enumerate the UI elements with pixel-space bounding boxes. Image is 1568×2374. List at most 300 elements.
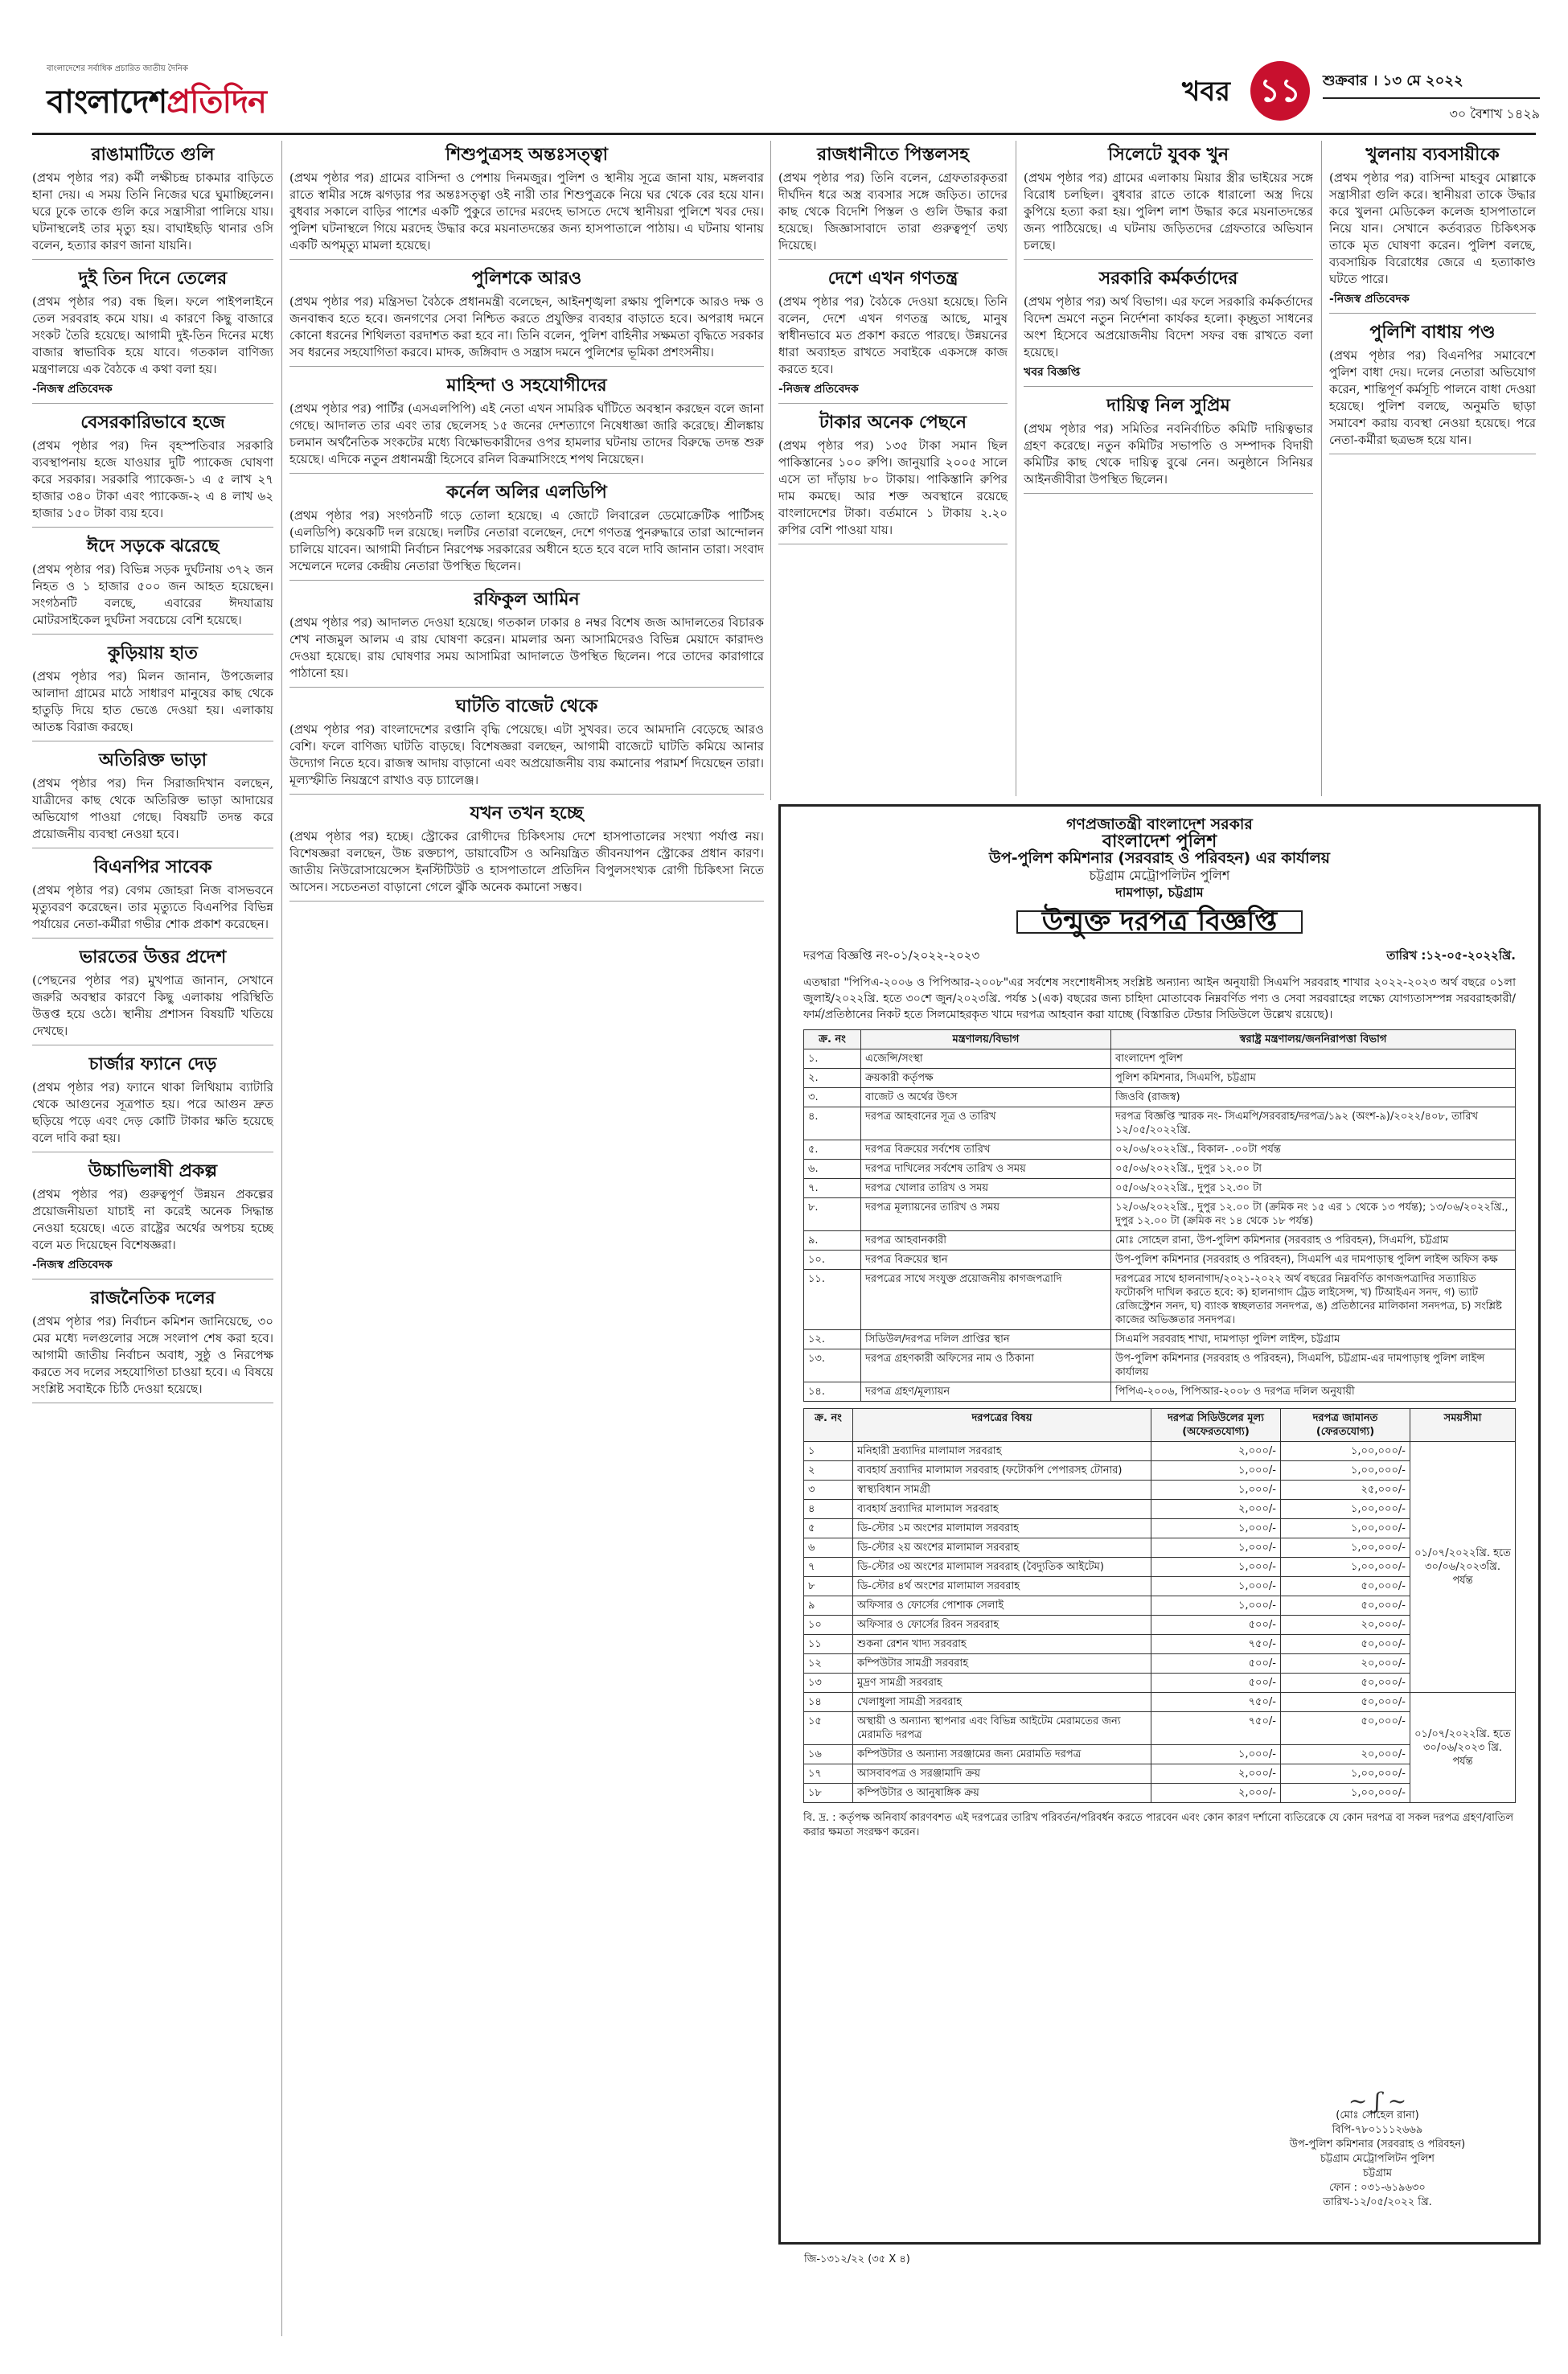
news-story [1024,268,1313,387]
column-4 [1024,141,1313,796]
table-row [804,1382,1516,1402]
news-story [1024,144,1313,260]
table-cell: ২. [804,1069,861,1088]
story-divider [289,366,764,367]
table-row [804,1596,1516,1616]
story-divider [289,794,764,795]
table-cell: ৫০,০০০/- [1281,1635,1410,1654]
tender-info-table [803,1029,1516,1402]
table-cell: ৭৫০/- [1151,1693,1281,1712]
tender-header [781,807,1538,938]
table-cell: ১০. [804,1251,861,1270]
table-cell: ১. [804,1049,861,1069]
news-story [32,643,273,741]
table-cell: ৭৫০/- [1151,1635,1281,1654]
table-cell: ৫০০/- [1151,1674,1281,1693]
table-cell: ৬ [804,1538,853,1558]
table-cell: ডি-স্টোর ১ম অংশের মালামাল সরবরাহ [853,1519,1151,1538]
table-cell: ১৬ [804,1745,853,1764]
story-text: (প্রথম পৃষ্ঠার পর) বৈঠকে দেওয়া হয়েছে। তিনি বলেন, দেশে এখন গণতন্ত্র আছে, মানুষ স্বাধীনভাবে মত প্রকাশ করতে পারছে। উন্নয়নের ধারা অব্যাহত রাখতে সবাইকে একসঙ্গে কাজ করতে হবে। [778,294,1008,376]
table-cell: ১,০০০/- [1151,1461,1281,1481]
table-cell: ১,০০০/- [1151,1596,1281,1616]
story-text: (প্রথম পৃষ্ঠার পর) সমিতির নবনির্বাচিত কমিটি দায়িত্বভার গ্রহণ করেছে। নতুন কমিটির সভাপতি ও সম্পাদক বিদায়ী কমিটির কাছ থেকে দায়িত্ব বুঝে নেন। অনুষ্ঠানে সিনিয়র আইনজীবীরা উপস্থিত ছিলেন। [1024,421,1313,487]
table-cell: ১,০০,০০০/- [1281,1784,1410,1803]
story-headline: টাকার অনেক পেছনে [819,413,967,433]
table-cell: ব্যবহার্য দ্রব্যাদির মালামাল সরবরাহ (ফটোকপি পেপারসহ টোনার) [853,1461,1151,1481]
table-row [804,1654,1516,1674]
story-text: (প্রথম পৃষ্ঠার পর) বাংলাদেশের রপ্তানি বৃদ্ধি পেয়েছে। এটা সুখবর। তবে আমদানি বেড়েছে আরও বেশি। ফলে বাণিজ্য ঘাটতি বাড়ছে। বিশেষজ্ঞরা বলছেন, আগামী বাজেটে ঘাটতি কমিয়ে আনার উদ্যোগ নিতে হবে। রাজস্ব আদায় বাড়ানো এবং অপ্রয়োজনীয় ব্যয় কমানোর পরামর্শ দিয়েছেন তারা। মূল্যস্ফীতি নিয়ন্ত্রণে রাখাও বড় চ্যালেঞ্জ। [289,722,764,787]
story-headline: শিশুপুত্রসহ অন্তঃসত্ত্বা [445,145,609,165]
table-row [804,1674,1516,1693]
tender-title: উন্মুক্ত দরপত্র বিজ্ঞপ্তি [1016,910,1303,934]
table-cell: স্বাস্থ্যবিধান সামগ্রী [853,1481,1151,1500]
news-story [289,268,764,367]
signatory-id: বিপি-৭৮০১১১২৬৬৯ [1332,2124,1423,2136]
story-divider [289,687,764,688]
news-story [32,1160,273,1279]
table-cell: ৫০০/- [1151,1616,1281,1635]
table-row [804,1764,1516,1784]
story-body [289,400,764,468]
story-headline: রফিকুল আমিন [474,589,580,610]
story-body [32,882,273,933]
table-cell: ১,০০০/- [1151,1538,1281,1558]
news-story [32,947,273,1045]
table-cell: দরপত্র বিক্রয়ের সর্বশেষ তারিখ [861,1140,1111,1160]
story-divider [32,527,273,528]
column-divider [770,141,771,800]
table-row [804,1160,1516,1179]
table-cell: ৫০,০০০/- [1281,1712,1410,1745]
story-divider [289,580,764,581]
table-cell: ৫০,০০০/- [1281,1674,1410,1693]
table-cell: ১,০০,০০০/- [1281,1558,1410,1577]
table-cell: ১২ [804,1654,853,1674]
table-header: মন্ত্রণালয়/বিভাগ [861,1030,1111,1049]
story-divider [778,259,1008,260]
story-text: (প্রথম পৃষ্ঠার পর) বাসিন্দা মাহবুব মোল্লাকে সন্ত্রাসীরা গুলি করে। স্থানীয়রা তাকে উদ্ধার করে খুলনা মেডিকেল কলেজ হাসপাতালে নিয়ে যান। সেখানে কর্তব্যরত চিকিৎসক তাকে মৃত ঘোষণা করেন। পুলিশ বলছে, ব্যবসায়িক বিরোধের জেরে এ হত্যাকাণ্ড ঘটতে পারে। [1329,170,1536,286]
issue-date: শুক্রবার । ১৩ মে ২০২২ [1323,69,1540,99]
story-text: (প্রথম পৃষ্ঠার পর) কর্মী লক্ষীচন্দ্র চাকমার বাড়িতে হানা দেয়। এ সময় তিনি নিজের ঘরে ঘুমাচ্ছিলেন। ঘরে ঢুকে তাকে গুলি করে সন্ত্রাসীরা পালিয়ে যায়। ঘটনাস্থলেই তার মৃত্যু হয়। বাঘাইছড়ি থানার ওসি বলেন, হত্যার কারণ জানা যায়নি। [32,170,273,253]
table-cell: ১,০০,০০০/- [1281,1538,1410,1558]
news-story [778,412,1008,544]
table-row [804,1538,1516,1558]
table-header-row [804,1409,1516,1442]
story-body [289,721,764,789]
masthead [32,56,1540,133]
table-cell: ১,০০,০০০/- [1281,1461,1410,1481]
table-cell: ৪ [804,1500,853,1519]
table-cell: অফিসার ও ফোর্সের পোশাক সেলাই [853,1596,1151,1616]
table-cell: জিওবি (রাজস্ব) [1111,1088,1516,1107]
table-row [804,1349,1516,1382]
table-cell: দরপত্র বিক্রয়ের স্থান [861,1251,1111,1270]
story-headline: চার্জার ফ্যানে দেড় [88,1054,217,1074]
table-cell: মনিহারী দ্রব্যাদির মালামাল সরবরাহ [853,1442,1151,1461]
table-cell: দরপত্রের সাথে হালনাগাদ/২০২১-২০২২ অর্থ বছরের নিম্নবর্ণিত কাগজপত্রাদির সত্যায়িত ফটোকপি দাখিল করতে হবে: ক) হালনাগাদ ট্রেড লাইসেন্স, খ) টিআইএন সনদ, গ) ভ্যাট রেজিস্ট্রেশন সনদ, ঘ) ব্যাংক স্বচ্ছলতার সনদপত্র, ঙ) প্রতিষ্ঠানের মালিকানা সনদপত্র, চ) সংশ্লিষ্ট কাজের অভিজ্ঞতার সনদপত্র। [1111,1270,1516,1330]
table-cell: ৫০০/- [1151,1654,1281,1674]
story-text: (প্রথম পৃষ্ঠার পর) আদালত দেওয়া হয়েছে। গতকাল ঢাকার ৪ নম্বর বিশেষ জজ আদালতের বিচারক শেখ নাজমুল আলম এ রায় ঘোষণা করেন। মামলার অন্য আসামিদেরও বিভিন্ন মেয়াদে কারাদণ্ড দেওয়া হয়েছে। রায় ঘোষণার সময় আসামিরা আদালতে উপস্থিত ছিলেন। পরে তাদের কারাগারে পাঠানো হয়। [289,615,764,680]
story-text: (প্রথম পৃষ্ঠার পর) সংগঠনটি গড়ে তোলা হয়েছে। এ জোটে লিবারেল ডেমোক্রেটিক পার্টিসহ (এলডিপি) কয়েকটি দল রয়েছে। দলটির নেতারা বলেছেন, দেশে গণতন্ত্র পুনরুদ্ধারে তারা আন্দোলন চালিয়ে যাবেন। আগামী নির্বাচন নিরপেক্ষ সরকারের অধীনে হতে হবে বলে দাবি জানান তারা। সংবাদ সম্মেলনে দলের কেন্দ্রীয় নেতারা উপস্থিত ছিলেন। [289,508,764,573]
story-body [778,437,1008,539]
table-cell: দরপত্র দাখিলের সর্বশেষ তারিখ ও সময় [861,1160,1111,1179]
story-headline: কুড়িয়ায় হাত [108,643,198,663]
table-cell: ১৩ [804,1674,853,1693]
story-credit: -নিজস্ব প্রতিবেদক [778,383,859,396]
table-cell: দরপত্র গ্রহণকারী অফিসের নাম ও ঠিকানা [861,1349,1111,1382]
story-body [289,614,764,682]
table-cell: ৮. [804,1198,861,1231]
table-cell: ব্যবহার্য দ্রব্যাদির মালামাল সরবরাহ [853,1500,1151,1519]
story-divider [289,901,764,902]
table-cell: ১১ [804,1635,853,1654]
table-cell: ১৮ [804,1784,853,1803]
tender-location: দামপাড়া, চট্টগ্রাম [1115,885,1204,900]
signatory-name: (মোঃ সোহেল রানা) [1336,2109,1419,2121]
tender-dept: বাংলাদেশ পুলিশ [1102,832,1217,852]
table-cell: ১৪ [804,1693,853,1712]
story-body [1024,170,1313,254]
story-headline: সরকারি কর্মকর্তাদের [1098,269,1238,289]
table-cell: দরপত্রের সাথে সংযুক্ত প্রয়োজনীয় কাগজপত্রাদি [861,1270,1111,1330]
table-row [804,1049,1516,1069]
table-row [804,1270,1516,1330]
table-cell: ০২/০৬/২০২২খ্রি., বিকাল- .০০টা পর্যন্ত [1111,1140,1516,1160]
table-cell: দরপত্র খোলার তারিখ ও সময় [861,1179,1111,1198]
story-divider [1024,259,1313,260]
table-header-row [804,1030,1516,1049]
story-body [32,1079,273,1147]
table-cell: ১,০০,০০০/- [1281,1519,1410,1538]
table-cell: ৫০,০০০/- [1281,1577,1410,1596]
tender-unit: চট্টগ্রাম মেট্রোপলিটন পুলিশ [1089,868,1230,883]
story-divider [289,473,764,474]
story-body [289,507,764,575]
story-text: (পেছনের পৃষ্ঠার পর) মুখপাত্র জানান, সেখানে জরুরি অবস্থার কারণে কিছু এলাকায় পরিস্থিতি উত্তপ্ত হয়ে ওঠে। স্থানীয় প্রশাসন বিষয়টি খতিয়ে দেখছে। [32,973,273,1038]
news-story [289,144,764,260]
page-number-badge: ১১ [1250,61,1310,121]
story-text: (প্রথম পৃষ্ঠার পর) পার্টির (এসএলপিপি) এই নেতা এখন সামরিক ঘাঁটিতে অবস্থান করছেন বলে জানা গেছে। আদালত তার এবং তার ছেলেসহ ১৫ জনের দেশত্যাগে নিষেধাজ্ঞা জারি করেছে। শ্রীলঙ্কায় চলমান অর্থনৈতিক সংকটের মধ্যে বিক্ষোভকারীদের ওপর হামলার ঘটনায় তাদের বিরুদ্ধে তদন্ত শুরু হয়েছে। এদিকে নতুন প্রধানমন্ত্রী হিসেবে রনিল বিক্রমাসিংহে শপথ নিয়েছেন। [289,401,764,466]
column-3 [778,141,1008,796]
news-story [32,750,273,848]
table-row [804,1461,1516,1481]
table-row [804,1577,1516,1596]
table-cell: ২০,০০০/- [1281,1616,1410,1635]
table-cell: ১,০০০/- [1151,1558,1281,1577]
story-headline: উচ্চাভিলাষী প্রকল্প [88,1161,218,1181]
story-text: (প্রথম পৃষ্ঠার পর) গ্রামের এলাকায় মিয়ার স্ত্রীর ভাইয়ের সঙ্গে বিরোধ চলছিল। বুধবার রাতে তাকে ধারালো অস্ত্র দিয়ে কুপিয়ে হত্যা করা হয়। পুলিশ লাশ উদ্ধার করে ময়নাতদন্তের জন্য পাঠিয়েছে। এ ঘটনায় জড়িতদের গ্রেফতারে অভিযান চলছে। [1024,170,1313,253]
table-cell: বাজেট ও অর্থের উৎস [861,1088,1111,1107]
table-cell: আসবাবপত্র ও সরঞ্জামাদি ক্রয় [853,1764,1151,1784]
story-text: (প্রথম পৃষ্ঠার পর) অর্থ বিভাগ। এর ফলে সরকারি কর্মকর্তাদের বিদেশ ভ্রমণে নতুন নির্দেশনা কার্যকর হলো। কৃচ্ছ্রতা সাধনের অংশ হিসেবে অপ্রয়োজনীয় বিদেশ সফর বন্ধ রাখতে বলা হয়েছে। [1024,294,1313,359]
table-cell: ২০,০০০/- [1281,1654,1410,1674]
signature-mark: ~ ʃ ~ [1348,2088,1407,2114]
news-story [289,589,764,688]
tender-note: বি. দ্র. : কর্তৃপক্ষ অনিবার্য কারণবশত এই দরপত্রের তারিখ পরিবর্তন/পরিবর্ধন করতে পারবেন এবং কোন কারণ দর্শানো ব্যতিরেকে যে কোন দরপত্র বা সকল দরপত্র গ্রহণ/বাতিল করার ক্ষমতা সংরক্ষণ করেন। [803,1812,1514,1838]
story-headline: বেসরকারিভাবে হজে [80,413,225,433]
table-cell: ১ [804,1442,853,1461]
table-row [804,1330,1516,1349]
story-text: (প্রথম পৃষ্ঠার পর) বেগম জোহরা নিজ বাসভবনে মৃত্যুবরণ করেছেন। তার মৃত্যুতে বিএনপির বিভিন্ন পর্যায়ের নেতা-কর্মীরা গভীর শোক প্রকাশ করেছেন। [32,883,273,931]
story-divider [32,938,273,939]
tender-notice [778,804,1541,2245]
table-cell: উপ-পুলিশ কমিশনার (সরবরাহ ও পরিবহন), সিএমপি, চট্টগ্রাম-এর দামপাড়াস্থ পুলিশ লাইন্স কার্যালয় [1111,1349,1516,1382]
table-cell: অফিসার ও ফোর্সের রিবন সরবরাহ [853,1616,1151,1635]
table-cell: দরপত্র বিজ্ঞপ্তি স্মারক নং- সিএমপি/সরবরাহ/দরপত্র/১৯২ (অংশ-৯)/২০২২/৪০৮, তারিখ ১২/০৫/২০২২খ্রি. [1111,1107,1516,1140]
table-cell: ১,০০,০০০/- [1281,1764,1410,1784]
table-row [804,1616,1516,1635]
story-body [32,561,273,629]
story-divider [289,259,764,260]
story-body [32,1186,273,1274]
story-text: (প্রথম পৃষ্ঠার পর) মিলন জানান, উপজেলার আলাদা গ্রামের মাঠে সাধারণ মানুষের কাছ থেকে হাতুড়ি দিয়ে হাত ভেঙে দেওয়া হয়। এলাকায় আতঙ্ক বিরাজ করছে। [32,669,273,734]
table-cell: ডি-স্টোর ৩য় অংশের মালামাল সরবরাহ (বৈদ্যুতিক আইটেম) [853,1558,1151,1577]
table-row [804,1481,1516,1500]
signatory-phone: ফোন : ০৩১-৬১৯৬৩০ [1329,2182,1426,2194]
story-headline: অতিরিক্ত ভাড়া [98,750,207,770]
story-headline: বিএনপির সাবেক [93,857,212,877]
table-cell: ১০ [804,1616,853,1635]
table-cell: মুদ্রণ সামগ্রী সরবরাহ [853,1674,1151,1693]
table-cell: ১,০০০/- [1151,1481,1281,1500]
table-row [804,1088,1516,1107]
table-cell: ১২. [804,1330,861,1349]
story-text: (প্রথম পৃষ্ঠার পর) দিন বৃহস্পতিবার সরকারি ব্যবস্থাপনায় হজে যাওয়ার দুটি প্যাকেজ ঘোষণা করে সরকার। সরকারি প্যাকেজ-১ এ ৫ লাখ ২৭ হাজার ৩৪০ টাকা এবং প্যাকেজ-২ এ ৪ লাখ ৬২ হাজার ১৫০ টাকা ব্যয় হবে। [32,438,273,520]
story-divider [32,403,273,404]
story-body [289,828,764,896]
column-2 [289,141,764,2336]
table-cell: খেলাধুলা সামগ্রী সরবরাহ [853,1693,1151,1712]
news-story [32,856,273,939]
column-divider [281,141,282,2336]
table-cell: ১,০০০/- [1151,1519,1281,1538]
table-cell: ২,০০০/- [1151,1442,1281,1461]
story-divider [1024,386,1313,387]
masthead-name-part2: প্রতিদিন [166,84,266,121]
story-text: (প্রথম পৃষ্ঠার পর) গুরুত্বপূর্ণ উন্নয়ন প্রকল্পের প্রয়োজনীয়তা যাচাই না করেই অনেক সিদ্ধান্ত নেওয়া হয়েছে। এতে রাষ্ট্রের অর্থের অপচয় হচ্ছে বলে মত দিয়েছেন বিশেষজ্ঞরা। [32,1187,273,1252]
story-text: (প্রথম পৃষ্ঠার পর) দিন সিরাজদিখান বলছেন, যাত্রীদের কাছ থেকে অতিরিক্ত ভাড়া আদায়ের অভিযোগ পাওয়া গেছে। বিষয়টি তদন্ত করে প্রয়োজনীয় ব্যবস্থা নেওয়া হবে। [32,776,273,841]
table-row [804,1140,1516,1160]
table-row [804,1693,1516,1712]
table-cell: ১১. [804,1270,861,1330]
table-row [804,1069,1516,1088]
table-header: স্বরাষ্ট্র মন্ত্রণালয়/জননিরাপত্তা বিভাগ [1111,1030,1516,1049]
period-cell: ০১/০৭/২০২২খ্রি. হতে ৩০/০৬/২০২৩ খ্রি. পর্যন্ত [1410,1693,1516,1803]
story-body [32,437,273,522]
story-headline: দায়িত্ব নিল সুপ্রিম [1106,396,1230,416]
story-credit: খবর বিজ্ঞপ্তি [1024,366,1081,379]
news-story [778,144,1008,260]
story-divider [32,634,273,635]
table-header: ক্র. নং [804,1409,853,1442]
table-cell: ১৭ [804,1764,853,1784]
table-row [804,1500,1516,1519]
table-cell: পিপিএ-২০০৬, পিপিআর-২০০৮ ও দরপত্র দলিল অনুযায়ী [1111,1382,1516,1402]
table-cell: ৩ [804,1481,853,1500]
story-body [1329,347,1536,449]
table-cell: ১২/০৬/২০২২খ্রি., দুপুর ১২.০০ টা (ক্রমিক নং ১৫ এর ১ থেকে ১৩ পর্যন্ত); ১৩/০৬/২০২২খ্রি., দুপুর ১২.০০ টা (ক্রমিক নং ১৪ থেকে ১৮ পর্যন্ত) [1111,1198,1516,1231]
column-1 [32,141,273,2336]
table-cell: সিডিউল/দরপত্র দলিল প্রাপ্তির স্থান [861,1330,1111,1349]
story-body [1024,294,1313,381]
story-headline: ঘাটতি বাজেট থেকে [455,696,598,717]
story-divider [1024,493,1313,494]
table-cell: বাংলাদেশ পুলিশ [1111,1049,1516,1069]
news-story [1329,322,1536,454]
signatory-unit: চট্টগ্রাম মেট্রোপলিটন পুলিশ [1320,2153,1435,2165]
news-story [289,803,764,902]
table-cell: অস্থায়ী ও অন্যান্য স্থাপনার এবং বিভিন্ন আইটেম মেরামতের জন্য মেরামতি দরপত্র [853,1712,1151,1745]
table-cell: কম্পিউটার সামগ্রী সরবরাহ [853,1654,1151,1674]
table-cell: দরপত্র মূল্যায়নের তারিখ ও সময় [861,1198,1111,1231]
table-row [804,1442,1516,1461]
story-body [32,668,273,736]
table-cell: ৯ [804,1596,853,1616]
table-cell: দরপত্র আহবানকারী [861,1231,1111,1251]
news-story [289,696,764,795]
table-cell: ০৫/০৬/২০২২খ্রি., দুপুর ১২.০০ টা [1111,1160,1516,1179]
story-headline: ভারতের উত্তর প্রদেশ [79,947,227,967]
table-row [804,1635,1516,1654]
table-header: দরপত্র জামানত (ফেরতযোগ্য) [1281,1409,1410,1442]
table-cell: কম্পিউটার ও আনুষাঙ্গিক ক্রয় [853,1784,1151,1803]
table-row [804,1198,1516,1231]
story-body [289,170,764,254]
story-headline: রাজনৈতিক দলের [90,1288,215,1308]
news-story [32,1288,273,1403]
table-cell: দরপত্র গ্রহণ/মূল্যায়ন [861,1382,1111,1402]
table-header: ক্র. নং [804,1030,861,1049]
story-divider [32,259,273,260]
masthead-tagline: বাংলাদেশের সর্বাধিক প্রচারিত জাতীয় দৈনিক [47,64,188,73]
table-cell: ৮ [804,1577,853,1596]
story-body [32,972,273,1040]
table-row [804,1745,1516,1764]
table-header: সময়সীমা [1410,1409,1516,1442]
story-body [1024,421,1313,488]
table-cell: দরপত্র আহবানের সূত্র ও তারিখ [861,1107,1111,1140]
story-text: (প্রথম পৃষ্ঠার পর) হচ্ছে। স্ট্রোকের রোগীদের চিকিৎসায় দেশে হাসপাতালের সংখ্যা পর্যাপ্ত নয়। বিশেষজ্ঞরা বলছেন, উচ্চ রক্তচাপ, ডায়াবেটিস ও অনিয়ন্ত্রিত জীবনযাপন স্ট্রোকের প্রধান কারণ। জাতীয় নিউরোসায়েন্সেস ইনস্টিটিউট ও হাসপাতালে প্রতিদিন বিপুলসংখ্যক রোগী চিকিৎসা নিতে আসেন। সচেতনতা বাড়ানো গেলে ঝুঁকি অনেক কমানো সম্ভব। [289,829,764,894]
masthead-rule [32,133,1536,135]
table-row [804,1251,1516,1270]
table-cell: ডি-স্টোর ২য় অংশের মালামাল সরবরাহ [853,1538,1151,1558]
news-story [32,412,273,528]
tender-gov: গণপ্রজাতন্ত্রী বাংলাদেশ সরকার [1066,815,1253,833]
story-headline: খুলনায় ব্যবসায়ীকে [1365,145,1500,165]
story-body [289,294,764,361]
table-cell: ২৫,০০০/- [1281,1481,1410,1500]
table-header: দরপত্র সিডিউলের মূল্য (অফেরতযোগ্য) [1151,1409,1281,1442]
story-headline: যখন তখন হচ্ছে [470,803,584,824]
table-cell: ০৫/০৬/২০২২খ্রি., দুপুর ১২.৩০ টা [1111,1179,1516,1198]
story-headline: রাজধানীতে পিস্তলসহ [817,145,969,165]
table-cell: ৭ [804,1558,853,1577]
date-box [1323,69,1540,125]
story-headline: পুলিশকে আরও [471,269,582,289]
story-text: (প্রথম পৃষ্ঠার পর) নির্বাচন কমিশন জানিয়েছে, ৩০ মের মধ্যে দলগুলোর সঙ্গে সংলাপ শেষ করা হবে। আগামী জাতীয় নির্বাচন অবাধ, সুষ্ঠু ও নিরপেক্ষ করতে সব দলের সহযোগিতা চাওয়া হবে। এ বিষয়ে সংশ্লিষ্ট সবাইকে চিঠি দেওয়া হয়েছে। [32,1314,273,1396]
table-cell: কম্পিউটার ও অন্যান্য সরঞ্জামের জন্য মেরামতি দরপত্র [853,1745,1151,1764]
story-body [32,775,273,843]
table-cell: ১,০০০/- [1151,1577,1281,1596]
story-text: (প্রথম পৃষ্ঠার পর) বিভিন্ন সড়ক দুর্ঘটনায় ৩৭২ জন নিহত ও ১ হাজার ৫০০ জন আহত হয়েছেন। সংগঠনটি বলছে, এবারের ঈদযাত্রায় মোটরসাইকেল দুর্ঘটনা সবচেয়ে বেশি হয়েছে। [32,562,273,627]
table-row [804,1519,1516,1538]
story-divider [1329,313,1536,314]
story-text: (প্রথম পৃষ্ঠার পর) মন্ত্রিসভা বৈঠকে প্রধানমন্ত্রী বলেছেন, আইনশৃঙ্খলা রক্ষায় পুলিশকে আরও দক্ষ ও জনবান্ধব হতে হবে। জনগণের সেবা নিশ্চিত করতে প্রযুক্তির ব্যবহার বাড়াতে হবে। অপরাধ দমনে কোনো ধরনের শিথিলতা বরদাশত করা হবে না। তিনি বলেন, পুলিশ বাহিনীর সক্ষমতা বৃদ্ধিতে সরকার সব ধরনের সহযোগিতা করবে। মাদক, জঙ্গিবাদ ও সন্ত্রাস দমনে পুলিশের ভূমিকা প্রশংসনীয়। [289,294,764,359]
table-cell: ১৩. [804,1349,861,1382]
signatory-city: চট্টগ্রাম [1363,2167,1392,2179]
masthead-title [47,76,266,130]
table-cell: ১,০০,০০০/- [1281,1500,1410,1519]
table-cell: ২,০০০/- [1151,1784,1281,1803]
table-cell: ৯. [804,1231,861,1251]
news-story [32,144,273,260]
story-headline: মাহিন্দা ও সহযোগীদের [446,376,607,396]
table-cell: ৬. [804,1160,861,1179]
story-headline: কর্নেল অলির এলডিপি [446,483,607,503]
news-story [1329,144,1536,314]
table-cell: ২০,০০০/- [1281,1745,1410,1764]
table-cell: মোঃ সোহেল রানা, উপ-পুলিশ কমিশনার (সরবরাহ ও পরিবহন), সিএমপি, চট্টগ্রাম [1111,1231,1516,1251]
story-body [32,294,273,398]
column-5 [1329,141,1536,796]
table-cell: শুকনা রেশন খাদ্য সরবরাহ [853,1635,1151,1654]
story-headline: রাঙামাটিতে গুলি [91,145,215,165]
masthead-name-part1: বাংলাদেশ [47,84,167,121]
table-row [804,1784,1516,1803]
news-story [32,268,273,404]
table-cell: ২,০০০/- [1151,1764,1281,1784]
table-row [804,1558,1516,1577]
table-cell: ২ [804,1461,853,1481]
news-story [778,268,1008,404]
table-row [804,1107,1516,1140]
table-cell: ৩. [804,1088,861,1107]
signatory-title: উপ-পুলিশ কমিশনার (সরবরাহ ও পরিবহন) [1289,2138,1466,2150]
table-cell: ৫. [804,1140,861,1160]
table-cell: এজেন্সি/সংস্থা [861,1049,1111,1069]
table-cell: ১,০০,০০০/- [1281,1442,1410,1461]
story-credit: -নিজস্ব প্রতিবেদক [1329,293,1410,306]
story-credit: -নিজস্ব প্রতিবেদক [32,383,113,396]
story-text: (প্রথম পৃষ্ঠার পর) ফ্যানে থাকা লিথিয়াম ব্যাটারি থেকে আগুনের সূত্রপাত হয়। পরে আগুন দ্রুত ছড়িয়ে পড়ে এবং দেড় কোটি টাকার ক্ষতি হয়েছে বলে দাবি করা হয়। [32,1080,273,1145]
newspaper-logo [47,63,266,130]
table-row [804,1712,1516,1745]
table-cell: ৫ [804,1519,853,1538]
signatory-date: তারিখ-১২/০৫/২০২২ খ্রি. [1323,2196,1432,2208]
table-cell: ৭. [804,1179,861,1198]
table-cell: ৪. [804,1107,861,1140]
issue-date-bangla: ৩০ বৈশাখ ১৪২৯ [1449,106,1540,121]
table-cell: উপ-পুলিশ কমিশনার (সরবরাহ ও পরিবহন), সিএমপি এর দামপাড়াস্থ পুলিশ লাইন্স অফিস কক্ষ [1111,1251,1516,1270]
table-cell: ১৪. [804,1382,861,1402]
signature-block [1265,2088,1490,2210]
story-text: (প্রথম পৃষ্ঠার পর) তিনি বলেন, গ্রেফতারকৃতরা দীর্ঘদিন ধরে অস্ত্র ব্যবসার সঙ্গে জড়িত। তাদের কাছ থেকে বিদেশি পিস্তল ও গুলি উদ্ধার করা হয়েছে। জিজ্ঞাসাবাদে তারা গুরুত্বপূর্ণ তথ্য দিয়েছে। [778,170,1008,253]
tender-intro: এতদ্বারা "পিপিএ-২০০৬ ও পিপিআর-২০০৮"এর সর্বশেষ সংশোধনীসহ সংশ্লিষ্ট অন্যান্য আইন অনুযায়ী সিএমপি সরবরাহ শাখার ২০২২-২০২৩ অর্থ বছরে ০১লা জুলাই/২০২২খ্রি. হতে ৩০শে জুন/২০২৩খ্রি. পর্যন্ত ১(এক) বছরের জন্য চাহিদা মোতাবেক নিম্নবর্ণিত পণ্য ও সেবা সরবরাহের লক্ষ্যে যোগ্যতাসম্পন্ন সরবরাহকারী/ফার্ম/প্রতিষ্ঠানের নিকট হতে সিলমোহরকৃত খামে দরপত্র আহবান করা যাচ্ছে (বিস্তারিত টেন্ডার সিডিউলে উল্লেখ রয়েছে)। [803,976,1516,1021]
table-cell: ২,০০০/- [1151,1500,1281,1519]
story-headline: সিলেটে যুবক খুন [1107,145,1229,165]
table-cell: ৫০,০০০/- [1281,1693,1410,1712]
section-label: খবর [1182,76,1230,108]
ad-code: জি-১৩১২/২২ (৩৫ X ৪) [804,2253,910,2265]
story-credit: -নিজস্ব প্রতিবেদক [32,1259,113,1271]
tender-ref: দরপত্র বিজ্ঞপ্তি নং-০১/২০২২-২০২৩ [803,948,980,963]
table-header: দরপত্রের বিষয় [853,1409,1151,1442]
table-cell: সিএমপি সরবরাহ শাখা, দামপাড়া পুলিশ লাইন্স, চট্টগ্রাম [1111,1330,1516,1349]
news-story [32,1054,273,1152]
table-cell: ১৫ [804,1712,853,1745]
table-cell: ৫০,০০০/- [1281,1596,1410,1616]
story-headline: দেশে এখন গণতন্ত্র [827,269,958,289]
